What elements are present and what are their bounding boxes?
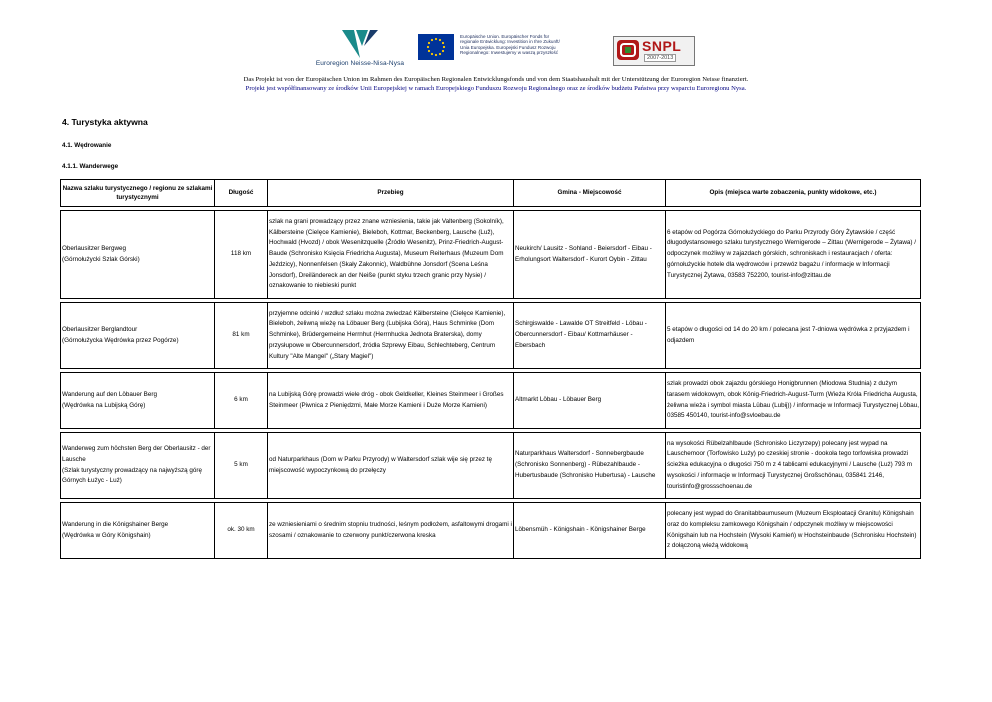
logo-strip	[0, 28, 992, 74]
funding-notice	[0, 76, 992, 93]
funding-notice-pl: Projekt jest współfinansowany ze środków Unii Europejskiej w ramach Europejskiego Funduszu Rozwoju Regionalnego oraz ze środków budżetu Państwa przy wsparciu Euroregionu Nysa.	[245, 84, 747, 92]
trail-description: na wysokości Rübelzahlbaude (Schronisko Liczyrzepy) polecany jest wypad na Lauschemoor (Torfowisko Luży) po czeskiej stronie - dookoła tego torfowiska prowadzi ścieżka edukacyjna o długości 750 m z 4 tablicami edukacyjnymi / Lausche (Luż) 793 m wysokości / informacje w Informacji Turystycznej Großschönau, 035841 2146, touristinfo@grossschoenau.de	[666, 433, 921, 499]
trail-length: ok. 30 km	[215, 503, 268, 559]
trail-length: 81 km	[215, 303, 268, 369]
eu-logo-text: Europäische Union. Europäischer Fonds für regionale Entwicklung: Investition in Ihre Zukunft/ Unia Europejska. Europejski Fundusz Rozwoju Regionalnego: Inwestujemy w waszą przyszłość	[460, 34, 560, 55]
trail-municipality: Altmarkt Löbau - Löbauer Berg	[514, 373, 666, 429]
column-header-description: Opis (miejsca warte zobaczenia, punkty widokowe, etc.)	[666, 180, 921, 207]
trail-route: na Lubijską Górę prowadzi wiele dróg - obok Geldkeller, Kleines Steinmeer i Großes Steinmeer (Piwnica z Pieniędzmi, Małe Morze Kamieni i Duże Morze Kamieni)	[268, 373, 514, 429]
eu-flag-icon	[418, 34, 454, 60]
trail-municipality: Neukirch/ Lausitz - Sohland - Beiersdorf - Eibau - Erholungsort Waltersdorf - Kurort Oybin - Zittau	[514, 211, 666, 299]
trail-length: 118 km	[215, 211, 268, 299]
eu-logo	[418, 34, 608, 64]
trail-municipality: Löbensmüh - Königshain - Königshainer Berge	[514, 503, 666, 559]
trail-name: Oberlausitzer Bergweg (Górnołużycki Szlak Górski)	[61, 211, 215, 299]
table-row	[61, 373, 921, 429]
trail-name: Wanderung in die Königshainer Berge (Wędrówka w Góry Königshain)	[61, 503, 215, 559]
trail-route: szlak na grani prowadzący przez znane wzniesienia, takie jak Valtenberg (Sokolník), Kälbersteine (Cielęce Kamienie), Bieleboh, Kottmar, Beckenberg, Lausche (Luž), Hochwald (Hvozd) / obok Wesenitzquelle (Źródło Wesenitz), Prinz-Friedrich-August-Baude (Schronisko Księcia Friedricha Augusta), Museum Reiterhaus (Muzeum Dom Jeździcy), Nonnenfelsen (Skały Zakonnic), Waldbühne Jonsdorf (Scena Leśna Jonsdorf), Dreiländereck an der Neiße (punkt styku trzech granic przy Nysie) / oznakowanie to niebieski punkt	[268, 211, 514, 299]
table-row	[61, 303, 921, 369]
column-header-name: Nazwa szlaku turystycznego / regionu ze szlakami turystycznymi	[61, 180, 215, 207]
trail-description: polecany jest wypad do Granitabbaumuseum (Muzeum Eksploatacji Granitu) Königshain oraz do kompleksu zamkowego Königshain / odpczynek możliwy w miejscowości Königshain lub na Hochstein (Wysoki Kamień) w Hochsteinbaude (Schronisku Hochstein) z dołączoną wieżą widokową	[666, 503, 921, 559]
trail-route: przyjemne odcinki / wzdłuż szlaku można zwiedzać Kälbersteine (Cielęce Kamienie), Bieleboh, żeliwną wieżę na Löbauer Berg (Lubijska Góra), Haus Schminke (Dom Schminke), Brüdergemeine Herrnhut (Herrnhucka Jednota Braterska), domy przysłupowe w Obercunnersdorf, źródła Szprewy Eibau, Schlechteberg, Centrum Kultury "Alte Mangel" („Stary Magiel")	[268, 303, 514, 369]
snpl-wordmark: SNPL	[642, 38, 682, 54]
euroregion-logo	[300, 28, 420, 74]
trail-length: 6 km	[215, 373, 268, 429]
table-row	[61, 503, 921, 559]
section-heading: 4. Turystyka aktywna	[62, 117, 148, 127]
table-row	[61, 433, 921, 499]
snpl-emblem-icon	[617, 40, 639, 60]
table-header-row	[61, 180, 921, 207]
snpl-logo	[613, 36, 695, 66]
trail-route: ze wzniesieniami o średnim stopniu trudności, leśnym podłożem, asfaltowymi drogami i szosami / oznakowanie to czerwony punkt/czerwona kreska	[268, 503, 514, 559]
funding-notice-de: Das Projekt ist von der Europäischen Union im Rahmen des Europäischen Regionalen Entwicklungsfonds und von dem Staatshaushalt mit der Unterstützung der Euroregion Neisse finanziert.	[243, 76, 749, 83]
trail-name: Oberlausitzer Berglandtour (Górnołużycka Wędrówka przez Pogórze)	[61, 303, 215, 369]
euroregion-emblem-icon	[340, 28, 380, 60]
snpl-years: 2007-2013	[644, 54, 676, 62]
column-header-route: Przebieg	[268, 180, 514, 207]
trails-table	[60, 179, 921, 559]
trail-description: szlak prowadzi obok zajazdu górskiego Honigbrunnen (Miodowa Studnia) z dużym tarasem widokowym, obok König-Friedrich-August-Turm (Wieża Króla Friedricha Augusta, żeliwna wieża i symbol miasta Lübau (Lubij)) / informacje w Informacji Turystycznej Löbau, 03585 450140, tourist-info@svloebau.de	[666, 373, 921, 429]
column-header-municipality: Gmina - Miejscowość	[514, 180, 666, 207]
trail-description: 5 etapów o długości od 14 do 20 km / polecana jest 7-dniowa wędrówka z przyjazdem i odjazdem	[666, 303, 921, 369]
trail-length: 5 km	[215, 433, 268, 499]
column-header-length: Długość	[215, 180, 268, 207]
trail-route: od Naturparkhaus (Dom w Parku Przyrody) w Waltersdorf szlak wije się przez tę miejscowość wypoczynkową do przełęczy	[268, 433, 514, 499]
subsection-heading: 4.1. Wędrowanie	[62, 142, 112, 149]
table-row	[61, 211, 921, 299]
sub-subsection-heading: 4.1.1. Wanderwege	[62, 163, 119, 170]
trail-description: 6 etapów od Pogórza Górnołużyckiego do Parku Przyrody Góry Żytawskie / część długodystansowego szlaku turystycznego Wernigerode – Zittau (Wernigerode – Żytawa) / odpoczynek możliwy w zajazdach górskich, schroniskach i restauracjach / oferta: górnołużyckie hotele dla wędrowców i przewóz bagażu / informacje w Informacji Turystycznej Żytawa, 03583 752200, tourist-info@zittau.de	[666, 211, 921, 299]
trail-name: Wanderweg zum höchsten Berg der Oberlausitz - der Lausche (Szlak turystyczny prowadzący na najwyższą górę Górnych Łużyc - Luż)	[61, 433, 215, 499]
trail-municipality: Schirgiswalde - Lawalde OT Streitfeld - Löbau - Obercunnersdorf - Eibau/ Kottmarhäuser - Ebersbach	[514, 303, 666, 369]
trail-municipality: Naturparkhaus Waltersdorf - Sonnebergbaude (Schronisko Sonnenberg) - Rübezahlbaude - Hubertusbaude (Schronisko Hubertusa) - Lausche	[514, 433, 666, 499]
euroregion-caption: Euroregion Neisse-Nisa-Nysa	[315, 60, 405, 67]
trail-name: Wanderung auf den Löbauer Berg (Wędrówka na Lubijską Górę)	[61, 373, 215, 429]
